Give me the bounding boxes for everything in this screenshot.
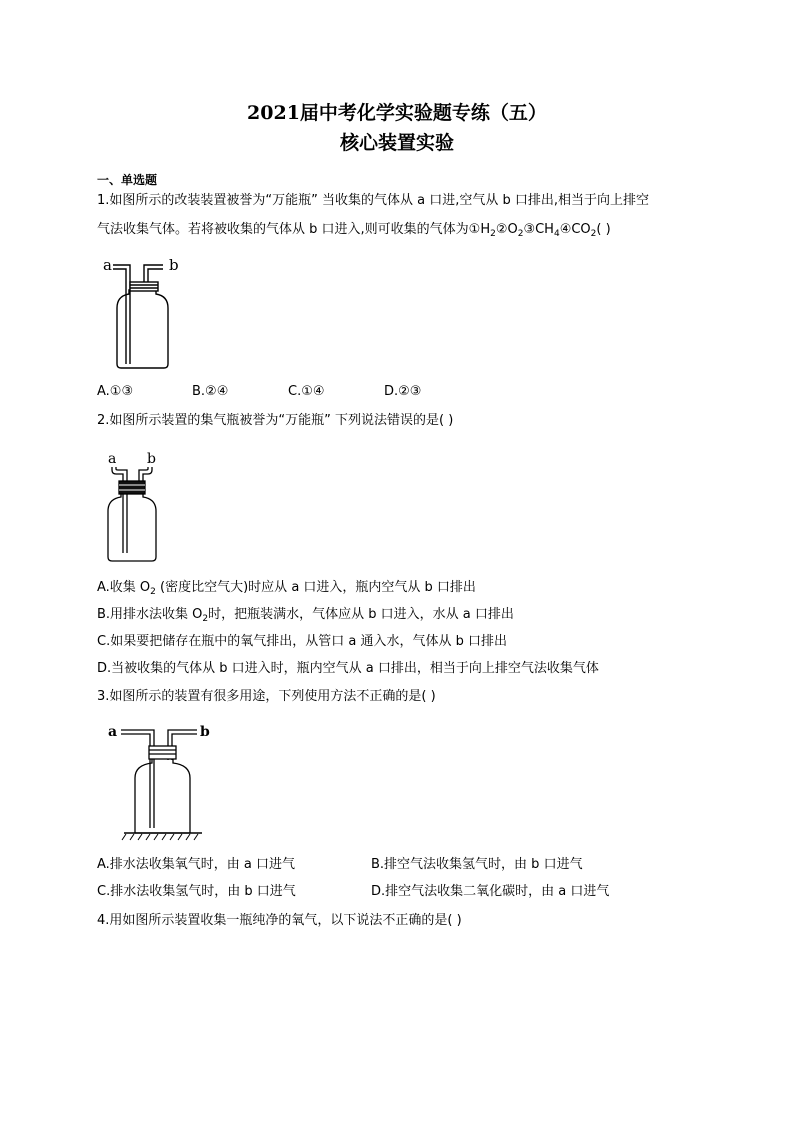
q1-stem-line2: 气法收集气体。若将被收集的气体从 b 口进入,则可收集的气体为$①H_2②O_2③CH_4④CO_2$( ) <box>97 222 611 239</box>
doc-title: 2021届中考化学实验题专练（五） <box>247 102 547 124</box>
section-heading: 一、单选题 <box>97 173 158 187</box>
q1-fig-label-a: a <box>103 256 112 274</box>
q2-fig-label-b: b <box>147 451 156 467</box>
q2-option-b: B.用排水法收集 $O_2$时，把瓶装满水，气体应从 b 口进入，水从 a 口排出 <box>97 607 514 624</box>
q2-option-a: A.收集 $O_2$ (密度比空气大)时应从 a 口进入，瓶内空气从 b 口排出 <box>97 580 476 597</box>
q3-option-d: D.排空气法收集二氧化碳时，由 a 口进气 <box>371 884 610 899</box>
q2-stem: 2.如图所示装置的集气瓶被誉为“万能瓶” 下列说法错误的是( ) <box>97 413 454 428</box>
q3-option-b: B.排空气法收集氢气时，由 b 口进气 <box>371 857 583 872</box>
q4-stem: 4.用如图所示装置收集一瓶纯净的氧气，以下说法不正确的是( ) <box>97 913 462 928</box>
q2-option-d: D.当被收集的气体从 b 口进入时，瓶内空气从 a 口排出，相当于向上排空气法收集气体 <box>97 661 599 676</box>
q3-option-a: A.排水法收集氧气时，由 a 口进气 <box>97 857 296 872</box>
q1-option-c: C.①④ <box>288 384 325 399</box>
q1-figure-gas-bottle <box>97 252 197 374</box>
q2-option-c: C.如果要把储存在瓶中的氧气排出，从管口 a 通入水，气体从 b 口排出 <box>97 634 507 649</box>
q3-figure-gas-bottle <box>104 720 224 845</box>
q2-figure-gas-bottle <box>97 447 177 567</box>
q3-fig-label-b: b <box>200 724 210 740</box>
q1-option-b: B.②④ <box>192 384 229 399</box>
doc-subtitle: 核心装置实验 <box>339 132 454 154</box>
q1-option-a: A.①③ <box>97 384 134 399</box>
q3-option-c: C.排水法收集氢气时，由 b 口进气 <box>97 884 296 899</box>
q3-fig-label-a: a <box>108 724 118 740</box>
q1-stem-line1: 1.如图所示的改装装置被誉为“万能瓶” 当收集的气体从 a 口进,空气从 b 口排出,相当于向上排空 <box>97 193 650 208</box>
q1-option-d: D.②③ <box>384 384 422 399</box>
q2-fig-label-a: a <box>108 451 117 467</box>
q3-stem: 3.如图所示的装置有很多用途，下列使用方法不正确的是( ) <box>97 689 436 704</box>
q1-fig-label-b: b <box>169 256 179 274</box>
